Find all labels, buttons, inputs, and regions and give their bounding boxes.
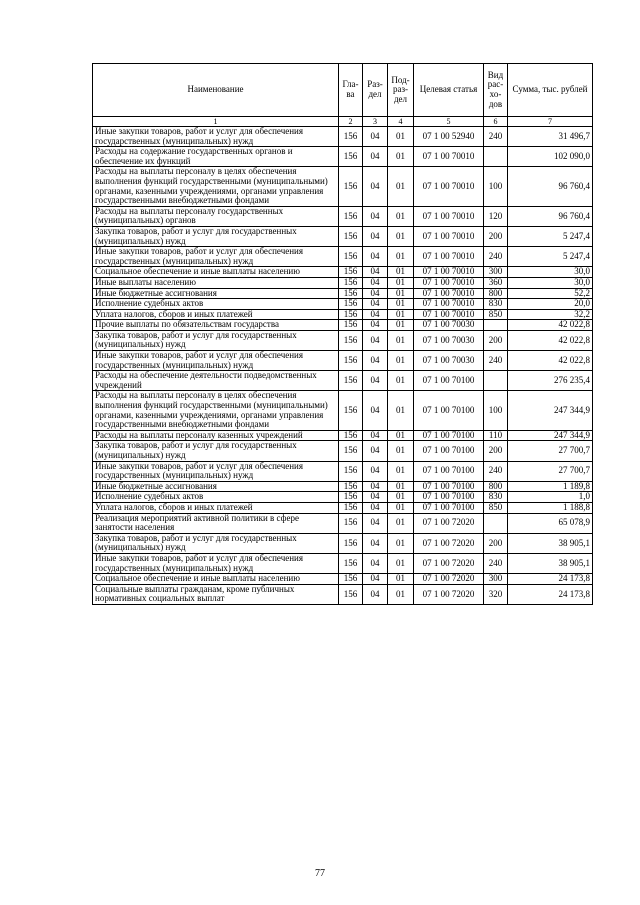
cell-target-article: 07 1 00 70010 (414, 226, 484, 246)
cell-name: Социальное обеспечение и иные выплаты населению (93, 267, 339, 278)
header-row (93, 64, 593, 117)
cell-section: 04 (363, 441, 388, 461)
table-row (93, 320, 593, 331)
cell-name: Исполнение судебных актов (93, 299, 339, 310)
cell-sum: 5 247,4 (508, 226, 593, 246)
cell-target-article: 07 1 00 70100 (414, 461, 484, 481)
table-row (93, 226, 593, 246)
cell-name: Реализация мероприятий активной политики в сфере занятости населения (93, 513, 339, 533)
cell-chapter: 156 (339, 299, 363, 310)
cell-expense-type: 200 (484, 441, 508, 461)
cell-chapter: 156 (339, 461, 363, 481)
cell-sum: 38 905,1 (508, 533, 593, 553)
cell-chapter: 156 (339, 226, 363, 246)
cell-subsection: 01 (388, 371, 414, 391)
cell-expense-type: 240 (484, 461, 508, 481)
cell-target-article: 07 1 00 70100 (414, 430, 484, 441)
table-row (93, 351, 593, 371)
cell-name: Расходы на выплаты персоналу в целях обеспечения выполнения функций государственными (муниципальными) органами, казенными учреждениями, органами управления государственными внебюджетными фондами (93, 391, 339, 430)
column-number-row (93, 117, 593, 127)
table-row (93, 533, 593, 553)
budget-table (92, 63, 593, 605)
cell-section: 04 (363, 147, 388, 167)
column-number: 7 (508, 117, 593, 127)
cell-sum: 42 022,8 (508, 320, 593, 331)
cell-chapter: 156 (339, 584, 363, 604)
cell-name: Иные закупки товаров, работ и услуг для обеспечения государственных (муниципальных) нужд (93, 127, 339, 147)
cell-target-article: 07 1 00 72020 (414, 533, 484, 553)
cell-section: 04 (363, 584, 388, 604)
column-number: 5 (414, 117, 484, 127)
cell-expense-type: 100 (484, 167, 508, 206)
cell-sum: 5 247,4 (508, 247, 593, 267)
cell-name: Иные закупки товаров, работ и услуг для обеспечения государственных (муниципальных) нужд (93, 247, 339, 267)
table-row (93, 481, 593, 492)
cell-section: 04 (363, 391, 388, 430)
cell-expense-type: 200 (484, 533, 508, 553)
cell-name: Иные бюджетные ассигнования (93, 481, 339, 492)
cell-name: Уплата налогов, сборов и иных платежей (93, 309, 339, 320)
table-row (93, 492, 593, 503)
cell-subsection: 01 (388, 288, 414, 299)
cell-subsection: 01 (388, 226, 414, 246)
cell-target-article: 07 1 00 70100 (414, 391, 484, 430)
cell-expense-type: 830 (484, 492, 508, 503)
column-number: 3 (363, 117, 388, 127)
cell-section: 04 (363, 574, 388, 585)
cell-target-article: 07 1 00 70030 (414, 320, 484, 331)
cell-section: 04 (363, 299, 388, 310)
cell-chapter: 156 (339, 267, 363, 278)
cell-subsection: 01 (388, 481, 414, 492)
cell-target-article: 07 1 00 70010 (414, 277, 484, 288)
cell-expense-type (484, 513, 508, 533)
cell-sum: 20,0 (508, 299, 593, 310)
cell-target-article: 07 1 00 70100 (414, 441, 484, 461)
cell-subsection: 01 (388, 461, 414, 481)
table-row (93, 299, 593, 310)
cell-chapter: 156 (339, 481, 363, 492)
cell-target-article: 07 1 00 72020 (414, 513, 484, 533)
cell-chapter: 156 (339, 391, 363, 430)
cell-name: Иные закупки товаров, работ и услуг для обеспечения государственных (муниципальных) нужд (93, 553, 339, 573)
cell-name: Иные выплаты населению (93, 277, 339, 288)
cell-subsection: 01 (388, 391, 414, 430)
cell-subsection: 01 (388, 584, 414, 604)
cell-subsection: 01 (388, 167, 414, 206)
cell-section: 04 (363, 288, 388, 299)
cell-expense-type: 240 (484, 247, 508, 267)
cell-expense-type: 200 (484, 330, 508, 350)
cell-section: 04 (363, 127, 388, 147)
cell-subsection: 01 (388, 147, 414, 167)
header-expense-type: Вид рас-хо-дов (484, 64, 508, 117)
cell-sum: 27 700,7 (508, 461, 593, 481)
cell-sum: 65 078,9 (508, 513, 593, 533)
table-row (93, 247, 593, 267)
column-number: 1 (93, 117, 339, 127)
cell-subsection: 01 (388, 277, 414, 288)
cell-section: 04 (363, 553, 388, 573)
cell-section: 04 (363, 430, 388, 441)
cell-subsection: 01 (388, 430, 414, 441)
cell-chapter: 156 (339, 574, 363, 585)
cell-chapter: 156 (339, 492, 363, 503)
cell-chapter: 156 (339, 330, 363, 350)
cell-name: Социальные выплаты гражданам, кроме публичных нормативных социальных выплат (93, 584, 339, 604)
table-row (93, 371, 593, 391)
cell-expense-type (484, 320, 508, 331)
cell-expense-type: 240 (484, 553, 508, 573)
cell-sum: 276 235,4 (508, 371, 593, 391)
cell-chapter: 156 (339, 430, 363, 441)
cell-expense-type: 320 (484, 584, 508, 604)
header-sum: Сумма, тыс. рублей (508, 64, 593, 117)
cell-target-article: 07 1 00 70100 (414, 492, 484, 503)
cell-sum: 24 173,8 (508, 584, 593, 604)
cell-sum: 32,2 (508, 309, 593, 320)
cell-sum: 247 344,9 (508, 430, 593, 441)
cell-chapter: 156 (339, 513, 363, 533)
table-row (93, 147, 593, 167)
cell-chapter: 156 (339, 288, 363, 299)
cell-sum: 1,0 (508, 492, 593, 503)
header-target-article: Целевая статья (414, 64, 484, 117)
cell-section: 04 (363, 267, 388, 278)
cell-target-article: 07 1 00 52940 (414, 127, 484, 147)
table-row (93, 441, 593, 461)
table-row (93, 288, 593, 299)
cell-chapter: 156 (339, 502, 363, 513)
page-number: 77 (315, 868, 325, 879)
cell-target-article: 07 1 00 70010 (414, 247, 484, 267)
cell-target-article: 07 1 00 70100 (414, 502, 484, 513)
cell-sum: 31 496,7 (508, 127, 593, 147)
cell-subsection: 01 (388, 513, 414, 533)
cell-sum: 42 022,8 (508, 351, 593, 371)
cell-section: 04 (363, 351, 388, 371)
cell-chapter: 156 (339, 371, 363, 391)
cell-target-article: 07 1 00 70030 (414, 351, 484, 371)
cell-chapter: 156 (339, 553, 363, 573)
cell-chapter: 156 (339, 206, 363, 226)
cell-subsection: 01 (388, 320, 414, 331)
header-chapter: Гла-ва (339, 64, 363, 117)
cell-name: Прочие выплаты по обязательствам государства (93, 320, 339, 331)
cell-section: 04 (363, 226, 388, 246)
cell-expense-type: 300 (484, 267, 508, 278)
cell-section: 04 (363, 461, 388, 481)
cell-sum: 247 344,9 (508, 391, 593, 430)
cell-name: Расходы на содержание государственных органов и обеспечение их функций (93, 147, 339, 167)
cell-sum: 1 188,8 (508, 502, 593, 513)
cell-name: Расходы на выплаты персоналу в целях обеспечения выполнения функций государственными (муниципальными) органами, казенными учреждениями, органами управления государственными внебюджетными фондами (93, 167, 339, 206)
cell-expense-type: 830 (484, 299, 508, 310)
cell-name: Расходы на выплаты персоналу государственных (муниципальных) органов (93, 206, 339, 226)
header-subsection: Под-раз-дел (388, 64, 414, 117)
cell-subsection: 01 (388, 299, 414, 310)
cell-section: 04 (363, 277, 388, 288)
cell-sum: 24 173,8 (508, 574, 593, 585)
cell-subsection: 01 (388, 309, 414, 320)
cell-target-article: 07 1 00 72020 (414, 553, 484, 573)
cell-expense-type: 200 (484, 226, 508, 246)
cell-subsection: 01 (388, 127, 414, 147)
cell-target-article: 07 1 00 70010 (414, 147, 484, 167)
table-row (93, 267, 593, 278)
cell-target-article: 07 1 00 70100 (414, 481, 484, 492)
table-row (93, 330, 593, 350)
table-row (93, 461, 593, 481)
cell-sum: 38 905,1 (508, 553, 593, 573)
cell-sum: 30,0 (508, 267, 593, 278)
table-row (93, 513, 593, 533)
cell-chapter: 156 (339, 351, 363, 371)
cell-name: Иные бюджетные ассигнования (93, 288, 339, 299)
cell-name: Закупка товаров, работ и услуг для государственных (муниципальных) нужд (93, 533, 339, 553)
cell-name: Расходы на обеспечение деятельности подведомственных учреждений (93, 371, 339, 391)
cell-name: Закупка товаров, работ и услуг для государственных (муниципальных) нужд (93, 330, 339, 350)
cell-expense-type: 800 (484, 481, 508, 492)
table-row (93, 127, 593, 147)
header-section: Раз-дел (363, 64, 388, 117)
cell-target-article: 07 1 00 70010 (414, 309, 484, 320)
cell-expense-type: 360 (484, 277, 508, 288)
cell-sum: 96 760,4 (508, 206, 593, 226)
cell-chapter: 156 (339, 127, 363, 147)
cell-subsection: 01 (388, 574, 414, 585)
cell-name: Расходы на выплаты персоналу казенных учреждений (93, 430, 339, 441)
table-row (93, 277, 593, 288)
cell-expense-type: 120 (484, 206, 508, 226)
cell-sum: 102 090,0 (508, 147, 593, 167)
cell-section: 04 (363, 371, 388, 391)
cell-target-article: 07 1 00 70010 (414, 206, 484, 226)
cell-name: Закупка товаров, работ и услуг для государственных (муниципальных) нужд (93, 441, 339, 461)
cell-expense-type (484, 371, 508, 391)
cell-name: Уплата налогов, сборов и иных платежей (93, 502, 339, 513)
column-number: 6 (484, 117, 508, 127)
cell-section: 04 (363, 492, 388, 503)
cell-subsection: 01 (388, 533, 414, 553)
cell-expense-type: 110 (484, 430, 508, 441)
table-row (93, 584, 593, 604)
column-number: 2 (339, 117, 363, 127)
cell-sum: 27 700,7 (508, 441, 593, 461)
cell-section: 04 (363, 309, 388, 320)
cell-chapter: 156 (339, 147, 363, 167)
cell-target-article: 07 1 00 72020 (414, 584, 484, 604)
table-row (93, 391, 593, 430)
table-row (93, 167, 593, 206)
cell-target-article: 07 1 00 70010 (414, 299, 484, 310)
cell-sum: 52,2 (508, 288, 593, 299)
cell-name: Закупка товаров, работ и услуг для государственных (муниципальных) нужд (93, 226, 339, 246)
table-row (93, 206, 593, 226)
cell-expense-type: 850 (484, 502, 508, 513)
table-body (93, 127, 593, 605)
cell-expense-type (484, 147, 508, 167)
table-row (93, 430, 593, 441)
cell-target-article: 07 1 00 70010 (414, 267, 484, 278)
cell-target-article: 07 1 00 72020 (414, 574, 484, 585)
cell-sum: 30,0 (508, 277, 593, 288)
cell-section: 04 (363, 320, 388, 331)
cell-name: Иные закупки товаров, работ и услуг для обеспечения государственных (муниципальных) нужд (93, 461, 339, 481)
cell-name: Социальное обеспечение и иные выплаты населению (93, 574, 339, 585)
cell-sum: 42 022,8 (508, 330, 593, 350)
cell-expense-type: 300 (484, 574, 508, 585)
cell-chapter: 156 (339, 320, 363, 331)
cell-subsection: 01 (388, 492, 414, 503)
cell-chapter: 156 (339, 309, 363, 320)
cell-target-article: 07 1 00 70010 (414, 288, 484, 299)
cell-subsection: 01 (388, 553, 414, 573)
cell-expense-type: 850 (484, 309, 508, 320)
table-row (93, 553, 593, 573)
table-row (93, 309, 593, 320)
cell-expense-type: 240 (484, 127, 508, 147)
cell-section: 04 (363, 481, 388, 492)
cell-target-article: 07 1 00 70100 (414, 371, 484, 391)
cell-chapter: 156 (339, 167, 363, 206)
cell-chapter: 156 (339, 441, 363, 461)
cell-section: 04 (363, 206, 388, 226)
table-row (93, 574, 593, 585)
cell-chapter: 156 (339, 277, 363, 288)
cell-target-article: 07 1 00 70030 (414, 330, 484, 350)
cell-subsection: 01 (388, 351, 414, 371)
cell-section: 04 (363, 167, 388, 206)
cell-target-article: 07 1 00 70010 (414, 167, 484, 206)
cell-section: 04 (363, 533, 388, 553)
cell-sum: 1 189,8 (508, 481, 593, 492)
cell-name: Иные закупки товаров, работ и услуг для обеспечения государственных (муниципальных) нужд (93, 351, 339, 371)
cell-subsection: 01 (388, 247, 414, 267)
cell-chapter: 156 (339, 533, 363, 553)
cell-subsection: 01 (388, 267, 414, 278)
cell-sum: 96 760,4 (508, 167, 593, 206)
cell-section: 04 (363, 513, 388, 533)
cell-expense-type: 240 (484, 351, 508, 371)
cell-subsection: 01 (388, 206, 414, 226)
column-number: 4 (388, 117, 414, 127)
cell-chapter: 156 (339, 247, 363, 267)
cell-name: Исполнение судебных актов (93, 492, 339, 503)
cell-subsection: 01 (388, 330, 414, 350)
cell-section: 04 (363, 502, 388, 513)
cell-expense-type: 800 (484, 288, 508, 299)
cell-subsection: 01 (388, 441, 414, 461)
table-row (93, 502, 593, 513)
cell-expense-type: 100 (484, 391, 508, 430)
cell-subsection: 01 (388, 502, 414, 513)
header-name: Наименование (93, 64, 339, 117)
cell-section: 04 (363, 330, 388, 350)
cell-section: 04 (363, 247, 388, 267)
